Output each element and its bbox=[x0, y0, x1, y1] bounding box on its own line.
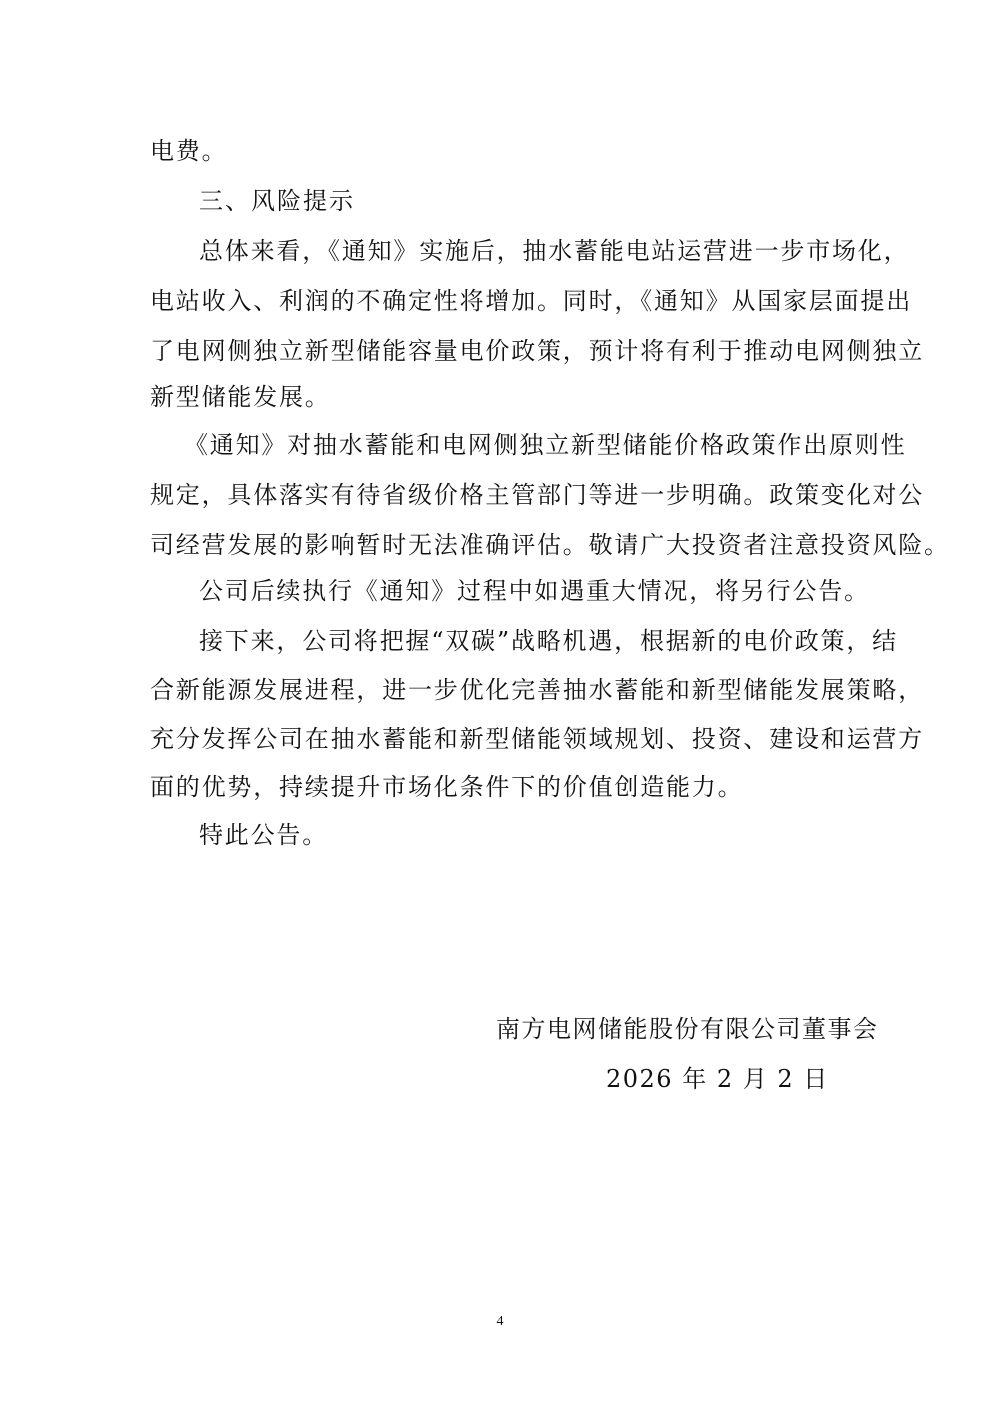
paragraph-line: 充分发挥公司在抽水蓄能和新型储能领域规划、投资、建设和运营方 bbox=[150, 725, 924, 753]
paragraph-line: 合新能源发展进程，进一步优化完善抽水蓄能和新型储能发展策略， bbox=[150, 676, 924, 704]
section-heading: 三、风险提示 bbox=[199, 187, 355, 215]
paragraph-line: 电站收入、利润的不确定性将增加。同时，《通知》从国家层面提出 bbox=[150, 287, 912, 315]
date: 2026 年 2 月 2 日 bbox=[606, 1065, 829, 1093]
paragraph-line: 公司后续执行《通知》过程中如遇重大情况，将另行公告。 bbox=[199, 577, 870, 605]
page-number: 4 bbox=[496, 1314, 504, 1329]
paragraph-line: 了电网侧独立新型储能容量电价政策，预计将有利于推动电网侧独立 bbox=[150, 337, 924, 365]
paragraph-line: 总体来看，《通知》实施后，抽水蓄能电站运营进一步市场化， bbox=[199, 237, 910, 265]
paragraph-line: 规定，具体落实有待省级价格主管部门等进一步明确。政策变化对公 bbox=[150, 481, 924, 509]
paragraph-line: 电费。 bbox=[150, 137, 228, 165]
paragraph-line: 新型储能发展。 bbox=[150, 383, 331, 411]
closing-line: 特此公告。 bbox=[199, 821, 328, 849]
paragraph-line: 面的优势，持续提升市场化条件下的价值创造能力。 bbox=[150, 773, 744, 801]
signature: 南方电网储能股份有限公司董事会 bbox=[496, 1015, 879, 1043]
paragraph-line: 司经营发展的影响暂时无法准确评估。敬请广大投资者注意投资风险。 bbox=[150, 531, 950, 559]
paragraph-line: 《通知》对抽水蓄能和电网侧独立新型储能价格政策作出原则性 bbox=[184, 431, 907, 459]
paragraph-line: 接下来，公司将把握“双碳”战略机遇，根据新的电价政策，结 bbox=[199, 627, 898, 655]
